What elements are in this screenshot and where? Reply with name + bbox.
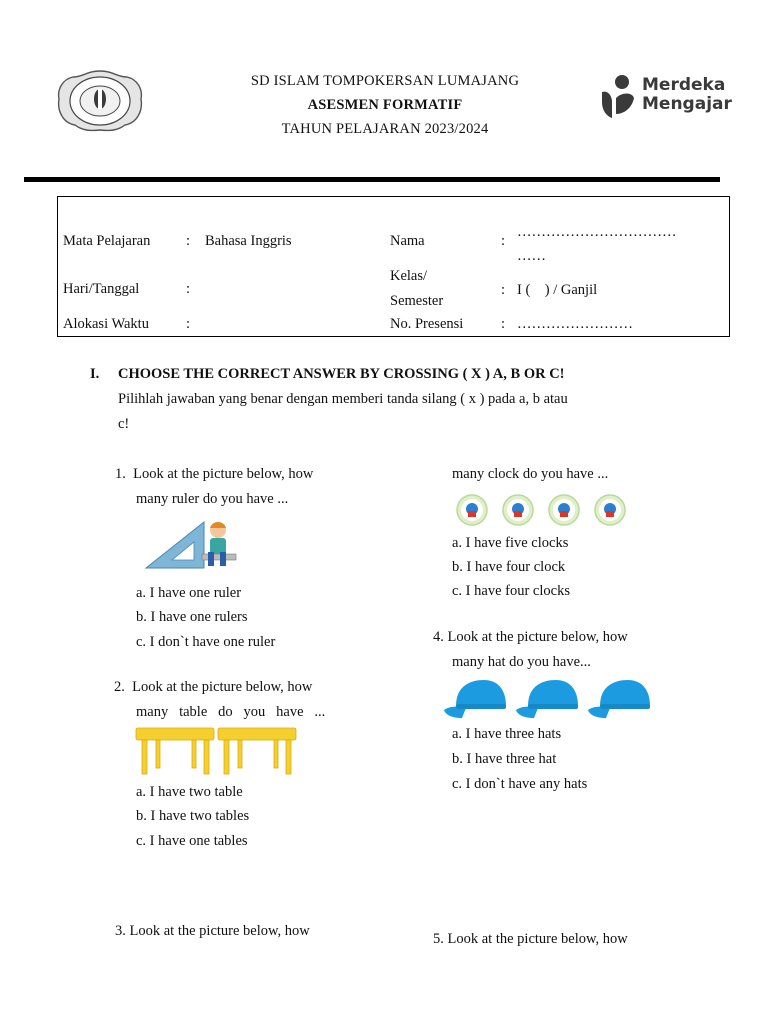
header-divider: [24, 177, 720, 182]
logo-line-2: Mengajar: [642, 94, 732, 114]
school-seal: [55, 69, 145, 133]
merdeka-logo-icon: [598, 74, 638, 122]
class-value[interactable]: I ( ) / Ganjil: [517, 282, 598, 298]
q4-line-2: many hat do you have...: [452, 654, 591, 670]
academic-year: TAHUN PELAJARAN 2023/2024: [281, 121, 489, 137]
class-colon: :: [501, 282, 506, 298]
section-instruction-2: c!: [118, 416, 130, 432]
q1-line-1: 1. Look at the picture below, how: [115, 466, 314, 482]
merdeka-mengajar-logo: [598, 74, 733, 122]
q3-option-b[interactable]: b. I have four clock: [452, 559, 566, 575]
class-label-line-2: Semester: [390, 293, 444, 309]
assessment-title: ASESMEN FORMATIF: [307, 97, 463, 113]
q2-option-c[interactable]: c. I have one tables: [136, 833, 248, 849]
q3-line-1: 3. Look at the picture below, how: [115, 923, 310, 939]
q4-option-a[interactable]: a. I have three hats: [452, 726, 562, 742]
time-label: Alokasi Waktu: [63, 316, 149, 332]
school-name: SD ISLAM TOMPOKERSAN LUMAJANG: [250, 73, 520, 89]
time-colon: :: [186, 316, 191, 332]
class-label-line-1: Kelas/: [390, 268, 428, 284]
q3-option-a[interactable]: a. I have five clocks: [452, 535, 569, 551]
q1-option-b[interactable]: b. I have one rulers: [136, 609, 248, 625]
section-number: I.: [90, 366, 100, 382]
number-colon: :: [501, 316, 506, 332]
q2-option-b[interactable]: b. I have two tables: [136, 808, 250, 824]
logo-line-1: Merdeka: [642, 75, 726, 95]
date-label: Hari/Tanggal: [63, 281, 140, 297]
subject-label: Mata Pelajaran: [63, 233, 151, 249]
q4-line-1: 4. Look at the picture below, how: [433, 629, 628, 645]
tables-picture: [134, 726, 298, 778]
q1-option-c[interactable]: c. I don`t have one ruler: [136, 634, 276, 650]
q2-line-2: many table do you have ...: [136, 704, 326, 720]
subject-value: Bahasa Inggris: [205, 233, 292, 249]
q4-option-c[interactable]: c. I don`t have any hats: [452, 776, 588, 792]
q3-line-2: many clock do you have ...: [452, 466, 609, 482]
section-instruction-1: Pilihlah jawaban yang benar dengan memberi tanda silang ( x ) pada a, b atau: [118, 391, 568, 407]
subject-colon: :: [186, 233, 191, 249]
q4-option-b[interactable]: b. I have three hat: [452, 751, 557, 767]
date-colon: :: [186, 281, 191, 297]
number-field[interactable]: ……………………: [517, 316, 633, 332]
number-label: No. Presensi: [390, 316, 464, 332]
hats-picture: [442, 676, 654, 722]
name-label: Nama: [390, 233, 425, 249]
section-title: CHOOSE THE CORRECT ANSWER BY CROSSING ( X ) A, B OR C!: [118, 366, 565, 382]
q2-line-1: 2. Look at the picture below, how: [114, 679, 313, 695]
q1-option-a[interactable]: a. I have one ruler: [136, 585, 242, 601]
clocks-picture: [449, 493, 635, 527]
name-field-line-1[interactable]: ……………………………: [517, 224, 677, 240]
q5-line-1: 5. Look at the picture below, how: [433, 931, 628, 947]
name-colon: :: [501, 233, 506, 249]
ruler-boy-picture: [142, 518, 242, 572]
name-field-line-2[interactable]: ……: [517, 248, 546, 264]
q1-line-2: many ruler do you have ...: [136, 491, 289, 507]
q3-option-c[interactable]: c. I have four clocks: [452, 583, 570, 599]
q2-option-a[interactable]: a. I have two table: [136, 784, 243, 800]
